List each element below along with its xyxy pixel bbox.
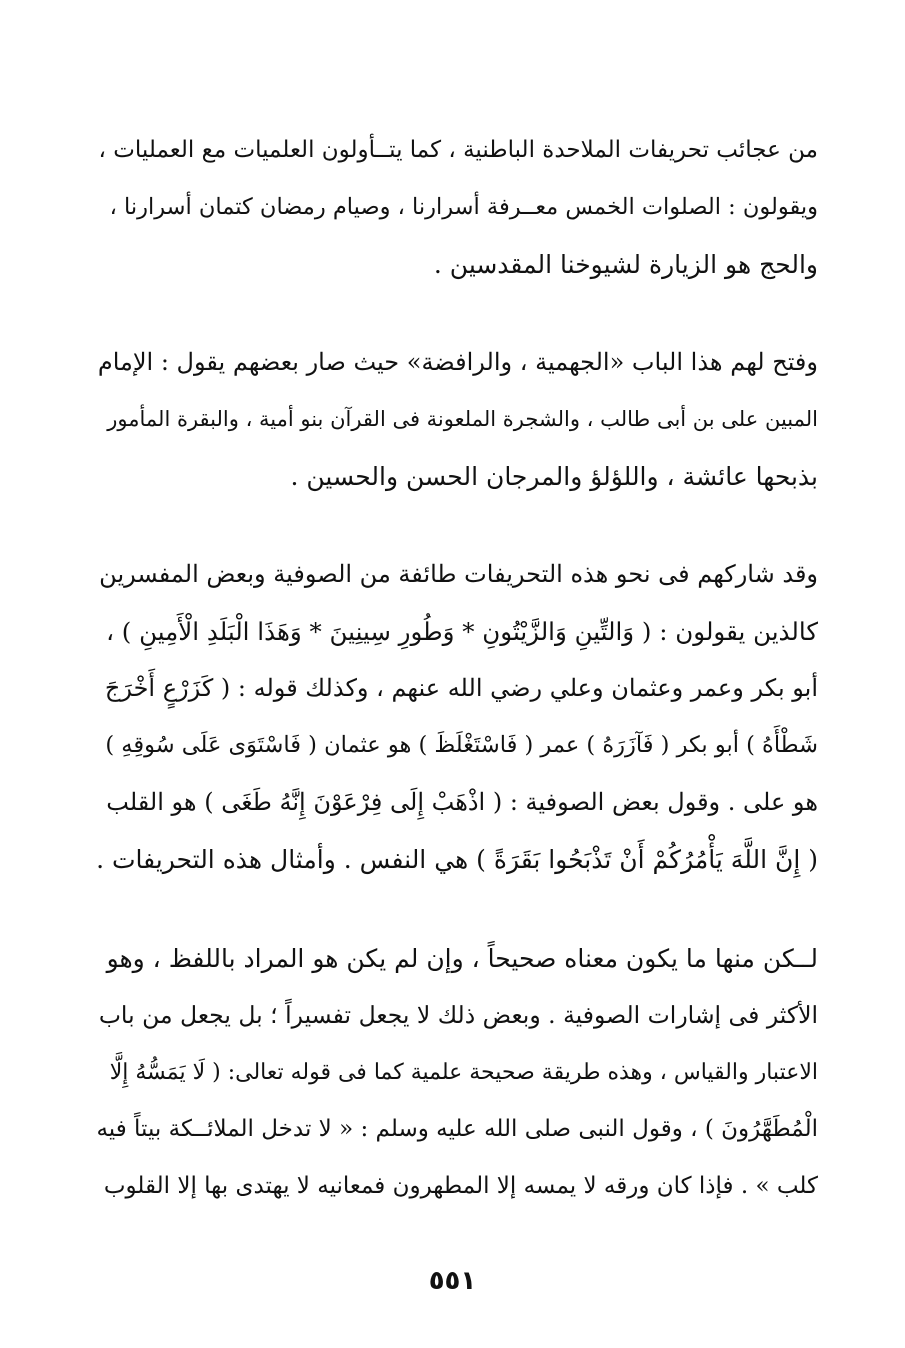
text-line: والحج هو الزيارة لشيوخنا المقدسين . [433,250,818,279]
text-line: شَطْأَهُ ) أبو بكر ( فَآزَرَهُ ) عمر ( فَاسْتَغْلَظَ ) هو عثمان ( فَاسْتَوَى عَلَى سُوقِهِ ) [105,732,818,758]
text-line: الاعتبار والقياس ، وهذه طريقة صحيحة علمية كما فى قوله تعالى: ( لَا يَمَسُّهُ إِلَّا [109,1060,818,1085]
paragraph-batiniyya [96,122,818,293]
page-number: ٥٥١ [428,1266,477,1296]
text-line: ( إِنَّ اللَّهَ يَأْمُرُكُمْ أَنْ تَذْبَحُوا بَقَرَةً ) هي النفس . وأمثال هذه التحريفات . [96,845,818,874]
text-line: وفتح لهم هذا الباب «الجهمية ، والرافضة» حيث صار بعضهم يقول : الإمام [97,348,818,376]
text-line: وقد شاركهم فى نحو هذه التحريفات طائفة من الصوفية وبعض المفسرين [99,560,818,588]
paragraph-sufiyya-mufassirin [96,546,818,888]
text-line: ويقولون : الصلوات الخمس معــرفة أسرارنا ، وصيام رمضان كتمان أسرارنا ، [109,194,818,220]
text-line: بذبحها عائشة ، واللؤلؤ والمرجان الحسن والحسين . [290,462,818,491]
text-line: من عجائب تحريفات الملاحدة الباطنية ، كما يتــأولون العلميات مع العمليات ، [98,137,818,163]
text-line: لــكن منها ما يكون معناه صحيحاً ، وإن لم يكن هو المراد باللفظ ، وهو [106,944,818,973]
text-line: الأكثر فى إشارات الصوفية . وبعض ذلك لا يجعل تفسيراً ؛ بل يجعل من باب [98,1001,818,1029]
text-line: أبو بكر وعمر وعثمان وعلي رضي الله عنهم ، وكذلك قوله : ( كَزَرْعٍ أَخْرَجَ [104,674,818,702]
paragraph-sahih-meanings [96,930,818,1215]
text-line: كالذين يقولون : ( وَالتِّينِ وَالزَّيْتُونِ * وَطُورِ سِينِينَ * وَهَذَا الْبَلَدِ الْأَمِينِ ) ، [106,617,818,646]
text-line: كلب » . فإذا كان ورقه لا يمسه إلا المطهرون فمعانيه لا يهتدى بها إلا القلوب [103,1173,818,1199]
paragraph-jahmiyya-rafida [96,334,818,505]
text-line: الْمُطَهَّرُونَ ) ، وقول النبى صلى الله عليه وسلم : « لا تدخل الملائــكة بيتاً فيه [96,1116,818,1142]
text-line: المبين على بن أبى طالب ، والشجرة الملعونة فى القرآن بنو أمية ، والبقرة المأمور [107,407,818,431]
text-line: هو على . وقول بعض الصوفية : ( اذْهَبْ إِلَى فِرْعَوْنَ إِنَّهُ طَغَى ) هو القلب [106,788,818,816]
